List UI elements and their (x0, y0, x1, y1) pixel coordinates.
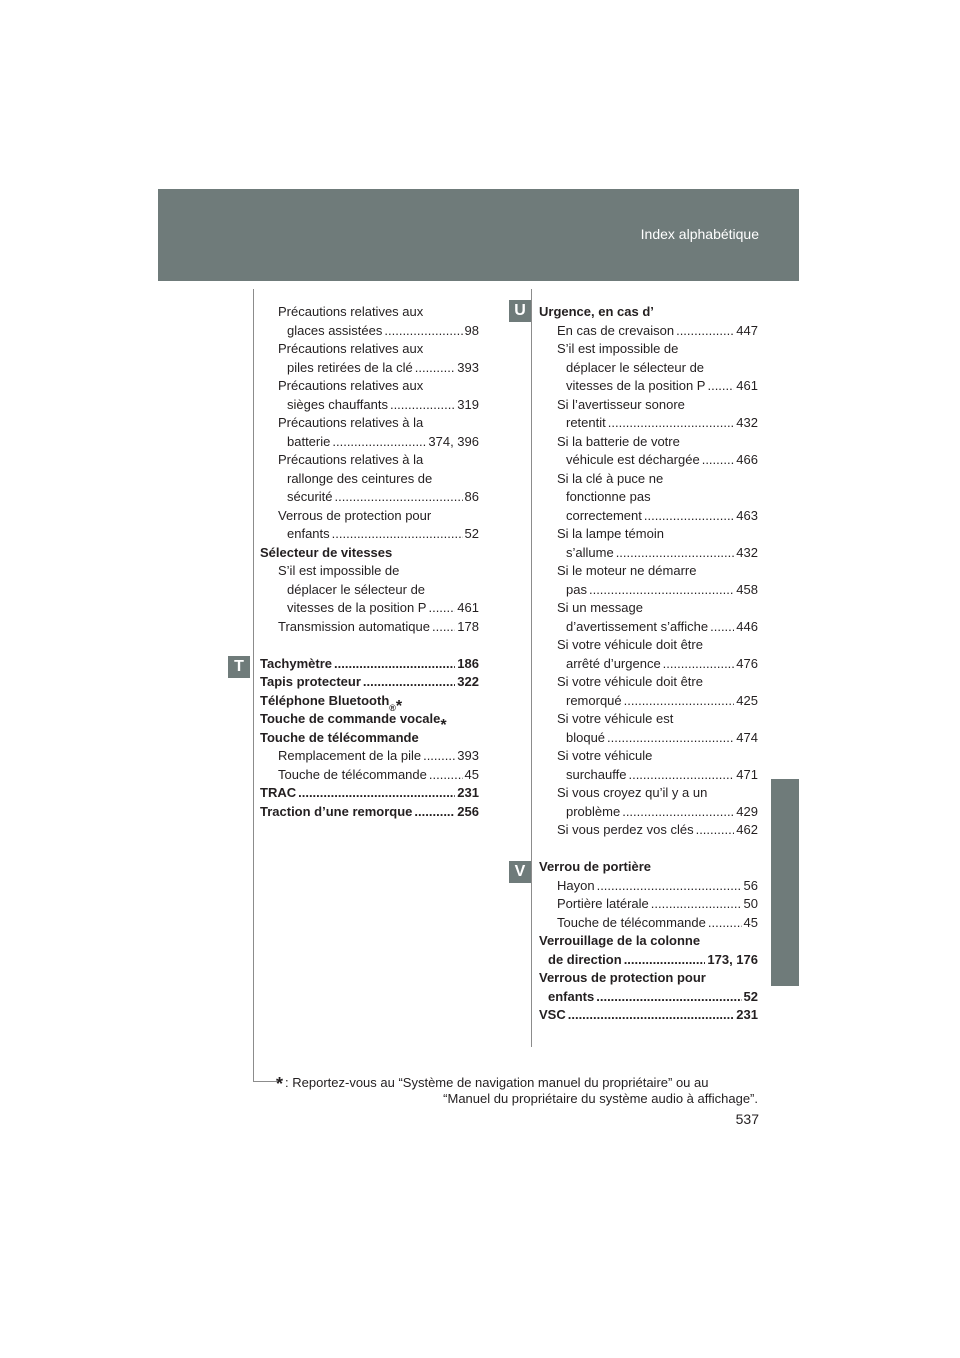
index-entry-line (260, 377, 479, 396)
entry-text: glaces assistées (287, 322, 383, 338)
section-gap (260, 636, 479, 655)
entry-text: Tapis protecteur (260, 674, 361, 689)
entry-text: VSC (539, 1007, 566, 1022)
entry-text: Transmission automatique (278, 618, 430, 634)
index-entry-line (260, 766, 479, 785)
entry-text: S’il est impossible de (557, 341, 679, 356)
entry-text: Précautions relatives aux (278, 378, 424, 393)
entry-page-number: 173, 176 (707, 951, 758, 967)
index-entry-line: Téléphone Bluetooth ® * (260, 692, 403, 715)
entry-text: Si le moteur ne démarre (557, 563, 697, 578)
entry-text: Hayon (557, 877, 595, 893)
index-entry-line (539, 803, 758, 822)
center-divider-line (531, 289, 532, 1047)
index-entry-line (539, 340, 758, 359)
entry-page-number: 374, 396 (428, 433, 479, 449)
entry-page-number: 52 (743, 988, 758, 1004)
entry-text: Précautions relatives à la (278, 452, 424, 467)
index-column-left (260, 303, 479, 821)
dot-leader (589, 581, 734, 600)
entry-text: Verrouillage de la colonne (539, 933, 701, 948)
index-entry-line (539, 692, 758, 711)
dot-leader (708, 914, 742, 933)
entry-text: En cas de crevaison (557, 322, 675, 338)
dot-leader (628, 766, 734, 785)
page-number: 537 (735, 1111, 759, 1127)
entry-page-number: 471 (736, 766, 758, 782)
entry-text: vitesses de la position P (566, 378, 706, 393)
index-entry-line (539, 747, 758, 766)
entry-page-number: 86 (464, 489, 479, 504)
index-entry-line (260, 655, 479, 674)
left-divider-line (253, 289, 254, 1082)
dot-leader (568, 1006, 735, 1025)
entry-text: S’il est impossible de (278, 563, 400, 578)
dot-leader (608, 414, 735, 433)
dot-leader (390, 396, 455, 415)
entry-text: de direction (548, 951, 622, 967)
index-entry-line (539, 451, 758, 470)
index-entry-line (260, 359, 479, 378)
entry-text: Téléphone Bluetooth (260, 692, 390, 708)
index-entry-line (539, 1006, 758, 1025)
section-letter-u: U (509, 300, 531, 322)
entry-text: Urgence, en cas d’ (539, 304, 654, 319)
entry-text: Verrous de protection pour (278, 507, 432, 523)
entry-page-number: 186 (457, 655, 479, 671)
dot-leader (702, 451, 735, 470)
index-entry-line (260, 396, 479, 415)
entry-page-number: 393 (457, 748, 479, 763)
index-entry-line (539, 821, 758, 840)
index-entry-line (539, 488, 758, 507)
dot-leader (710, 618, 734, 637)
dot-leader (335, 488, 463, 507)
index-entry-line (539, 599, 758, 618)
entry-page-number: 461 (457, 600, 479, 615)
index-entry-line (539, 377, 758, 396)
dot-leader (651, 895, 742, 914)
index-entry-line (260, 414, 479, 433)
index-entry-line (260, 747, 479, 766)
entry-text: enfants (548, 988, 595, 1004)
index-entry-line (539, 766, 758, 785)
entry-text: pas (566, 581, 587, 597)
entry-text: sécurité (287, 489, 333, 504)
index-entry-line (539, 636, 758, 655)
index-entry-line: Touche de commande vocale * (260, 711, 447, 734)
entry-text: Si vous croyez qu’il y a un (557, 785, 708, 800)
dot-leader (414, 803, 455, 822)
entry-text: correctement (566, 507, 642, 523)
dot-leader (432, 618, 455, 637)
entry-text: Portière latérale (557, 896, 649, 911)
entry-text: Verrous de protection pour (539, 970, 706, 985)
index-entry-line (539, 969, 758, 988)
entry-text: Si l’avertisseur sonore (557, 396, 685, 412)
entry-page-number: 446 (736, 618, 758, 634)
dot-leader (707, 377, 734, 396)
index-entry-line (539, 655, 758, 674)
footnote-line-2: “Manuel du propriétaire du système audio à affichage”. (443, 1091, 758, 1106)
entry-text: fonctionne pas (566, 489, 651, 504)
entry-page-number: 231 (457, 785, 479, 800)
entry-text: Si votre véhicule doit être (557, 637, 703, 652)
index-entry-line (260, 581, 479, 600)
entry-page-number: 432 (736, 544, 758, 560)
entry-text: Précautions relatives aux (278, 341, 424, 356)
entry-page-number: 45 (464, 766, 479, 782)
entry-text: Touche de commande vocale (260, 711, 441, 726)
entry-text: piles retirées de la clé (287, 359, 413, 375)
entry-text: enfants (287, 526, 330, 541)
index-entry-line (260, 303, 479, 322)
dot-leader (624, 951, 706, 970)
index-entry-line (539, 951, 758, 970)
entry-page-number: 45 (743, 914, 758, 930)
entry-text: Si la batterie de votre (557, 433, 680, 449)
index-entry-line (539, 914, 758, 933)
entry-page-number: 429 (736, 803, 758, 819)
dot-leader (298, 784, 455, 803)
footnote-text-1: : Reportez-vous au “Système de navigation manuel du propriétaire” ou au (285, 1075, 709, 1090)
index-entry-line (260, 525, 479, 544)
dot-leader (415, 359, 456, 378)
index-entry-line (539, 322, 758, 341)
index-entry-line (539, 729, 758, 748)
entry-text: Si votre véhicule doit être (557, 674, 703, 689)
dot-leader (596, 988, 741, 1007)
index-entry-line (539, 433, 758, 452)
section-letter-t: T (228, 656, 250, 678)
entry-text: Touche de télécommande (260, 729, 419, 745)
entry-text: Touche de télécommande (278, 766, 427, 782)
section-gap (539, 840, 758, 859)
index-entry-line (260, 470, 479, 489)
entry-page-number: 476 (736, 655, 758, 671)
entry-text: déplacer le sélecteur de (287, 581, 426, 597)
index-entry-line (539, 470, 758, 489)
dot-leader (644, 507, 734, 526)
index-entry-line (539, 710, 758, 729)
index-entry-line (539, 359, 758, 378)
entry-page-number: 466 (736, 452, 758, 467)
entry-text: Précautions relatives à la (278, 415, 424, 430)
entry-text: Remplacement de la pile (278, 748, 422, 763)
index-entry-line (260, 433, 479, 452)
entry-page-number: 432 (736, 415, 758, 430)
index-entry-line (539, 507, 758, 526)
entry-page-number: 322 (457, 674, 479, 689)
entry-page-number: 231 (736, 1007, 758, 1022)
entry-text: bloqué (566, 729, 606, 745)
entry-page-number: 98 (464, 322, 479, 338)
footnote-line-1 (276, 1073, 758, 1094)
index-entry-line (260, 599, 479, 618)
dot-leader (616, 544, 735, 563)
dot-leader (428, 599, 455, 618)
entry-page-number: 462 (736, 822, 758, 837)
entry-text: s’allume (566, 544, 614, 560)
entry-page-number: 256 (457, 803, 479, 819)
entry-text: Si un message (557, 600, 643, 615)
entry-text: rallonge des ceintures de (287, 470, 433, 486)
index-entry-line (260, 322, 479, 341)
entry-text: batterie (287, 433, 331, 449)
dot-leader (624, 692, 735, 711)
entry-text: remorqué (566, 692, 622, 708)
header-bar (158, 189, 799, 281)
index-column-right (539, 303, 758, 1025)
entry-page-number: 319 (457, 396, 479, 412)
dot-leader (676, 322, 734, 341)
entry-page-number: 52 (464, 526, 479, 541)
entry-page-number: 461 (736, 378, 758, 393)
entry-text: Précautions relatives aux (278, 304, 424, 319)
entry-text: Tachymètre (260, 655, 333, 671)
index-entry-line (539, 858, 758, 877)
index-entry-line (539, 303, 758, 322)
entry-text: Si la clé à puce ne (557, 470, 664, 486)
index-entry-line (260, 340, 479, 359)
index-entry-line (260, 507, 479, 526)
dot-leader (607, 729, 734, 748)
dot-leader (384, 322, 462, 341)
entry-text: déplacer le sélecteur de (566, 359, 705, 375)
entry-page-number: 463 (736, 507, 758, 523)
index-entry-line (539, 525, 758, 544)
index-entry-line (260, 784, 479, 803)
dot-leader (663, 655, 735, 674)
index-entry-line (539, 396, 758, 415)
index-entry-line (539, 895, 758, 914)
entry-page-number: 178 (457, 618, 479, 634)
header-title: Index alphabétique (640, 226, 759, 242)
dot-leader (696, 821, 735, 840)
entry-text: d’avertissement s’affiche (566, 618, 709, 634)
index-entry-line (260, 673, 479, 692)
index-entry-line (539, 673, 758, 692)
entry-text: vitesses de la position P (287, 600, 427, 615)
index-entry-line (260, 803, 479, 822)
entry-text: Si votre véhicule est (557, 711, 674, 726)
index-entry-line (539, 784, 758, 803)
dot-leader (423, 747, 455, 766)
index-entry-line (539, 618, 758, 637)
index-entry-line (260, 451, 479, 470)
index-entry-line (260, 488, 479, 507)
entry-page-number: 393 (457, 359, 479, 375)
entry-text: sièges chauffants (287, 396, 388, 412)
entry-page-number: 447 (736, 322, 758, 338)
footnote (276, 1073, 758, 1107)
entry-text: arrêté d’urgence (566, 655, 661, 671)
index-entry-line (539, 932, 758, 951)
index-entry-line (539, 988, 758, 1007)
dot-leader (332, 433, 426, 452)
dot-leader (597, 877, 742, 896)
entry-text: surchauffe (566, 766, 627, 782)
index-entry-line (539, 581, 758, 600)
entry-text: TRAC (260, 785, 297, 800)
entry-page-number: 458 (736, 581, 758, 597)
entry-text: problème (566, 803, 621, 819)
index-entry-line (539, 877, 758, 896)
footnote-star: * (276, 1074, 284, 1094)
index-entry-line (539, 414, 758, 433)
index-entry-line (539, 544, 758, 563)
section-letter-v: V (509, 861, 531, 883)
dot-leader (363, 673, 455, 692)
dot-leader (334, 655, 455, 674)
dot-leader (429, 766, 463, 785)
entry-text: Si votre véhicule (557, 748, 653, 763)
dot-leader (622, 803, 734, 822)
section-side-tab (771, 779, 799, 986)
entry-text: Si la lampe témoin (557, 526, 664, 541)
entry-text: Verrou de portière (539, 859, 651, 874)
entry-text: Touche de télécommande (557, 914, 706, 930)
index-entry-line (260, 562, 479, 581)
entry-text: Traction d’une remorque (260, 803, 413, 819)
entry-page-number: 56 (743, 877, 758, 893)
entry-text: Si vous perdez vos clés (557, 822, 694, 837)
dot-leader (332, 525, 463, 544)
entry-text: retentit (566, 415, 606, 430)
entry-text: véhicule est déchargée (566, 452, 700, 467)
entry-page-number: 50 (743, 896, 758, 911)
index-entry-line (260, 618, 479, 637)
index-entry-line (539, 562, 758, 581)
entry-page-number: 474 (736, 729, 758, 745)
entry-page-number: 425 (736, 692, 758, 708)
entry-text: Sélecteur de vitesses (260, 544, 393, 560)
footnote-rule (253, 1081, 278, 1082)
index-entry-line (260, 544, 479, 563)
index-entry-line (260, 729, 479, 748)
